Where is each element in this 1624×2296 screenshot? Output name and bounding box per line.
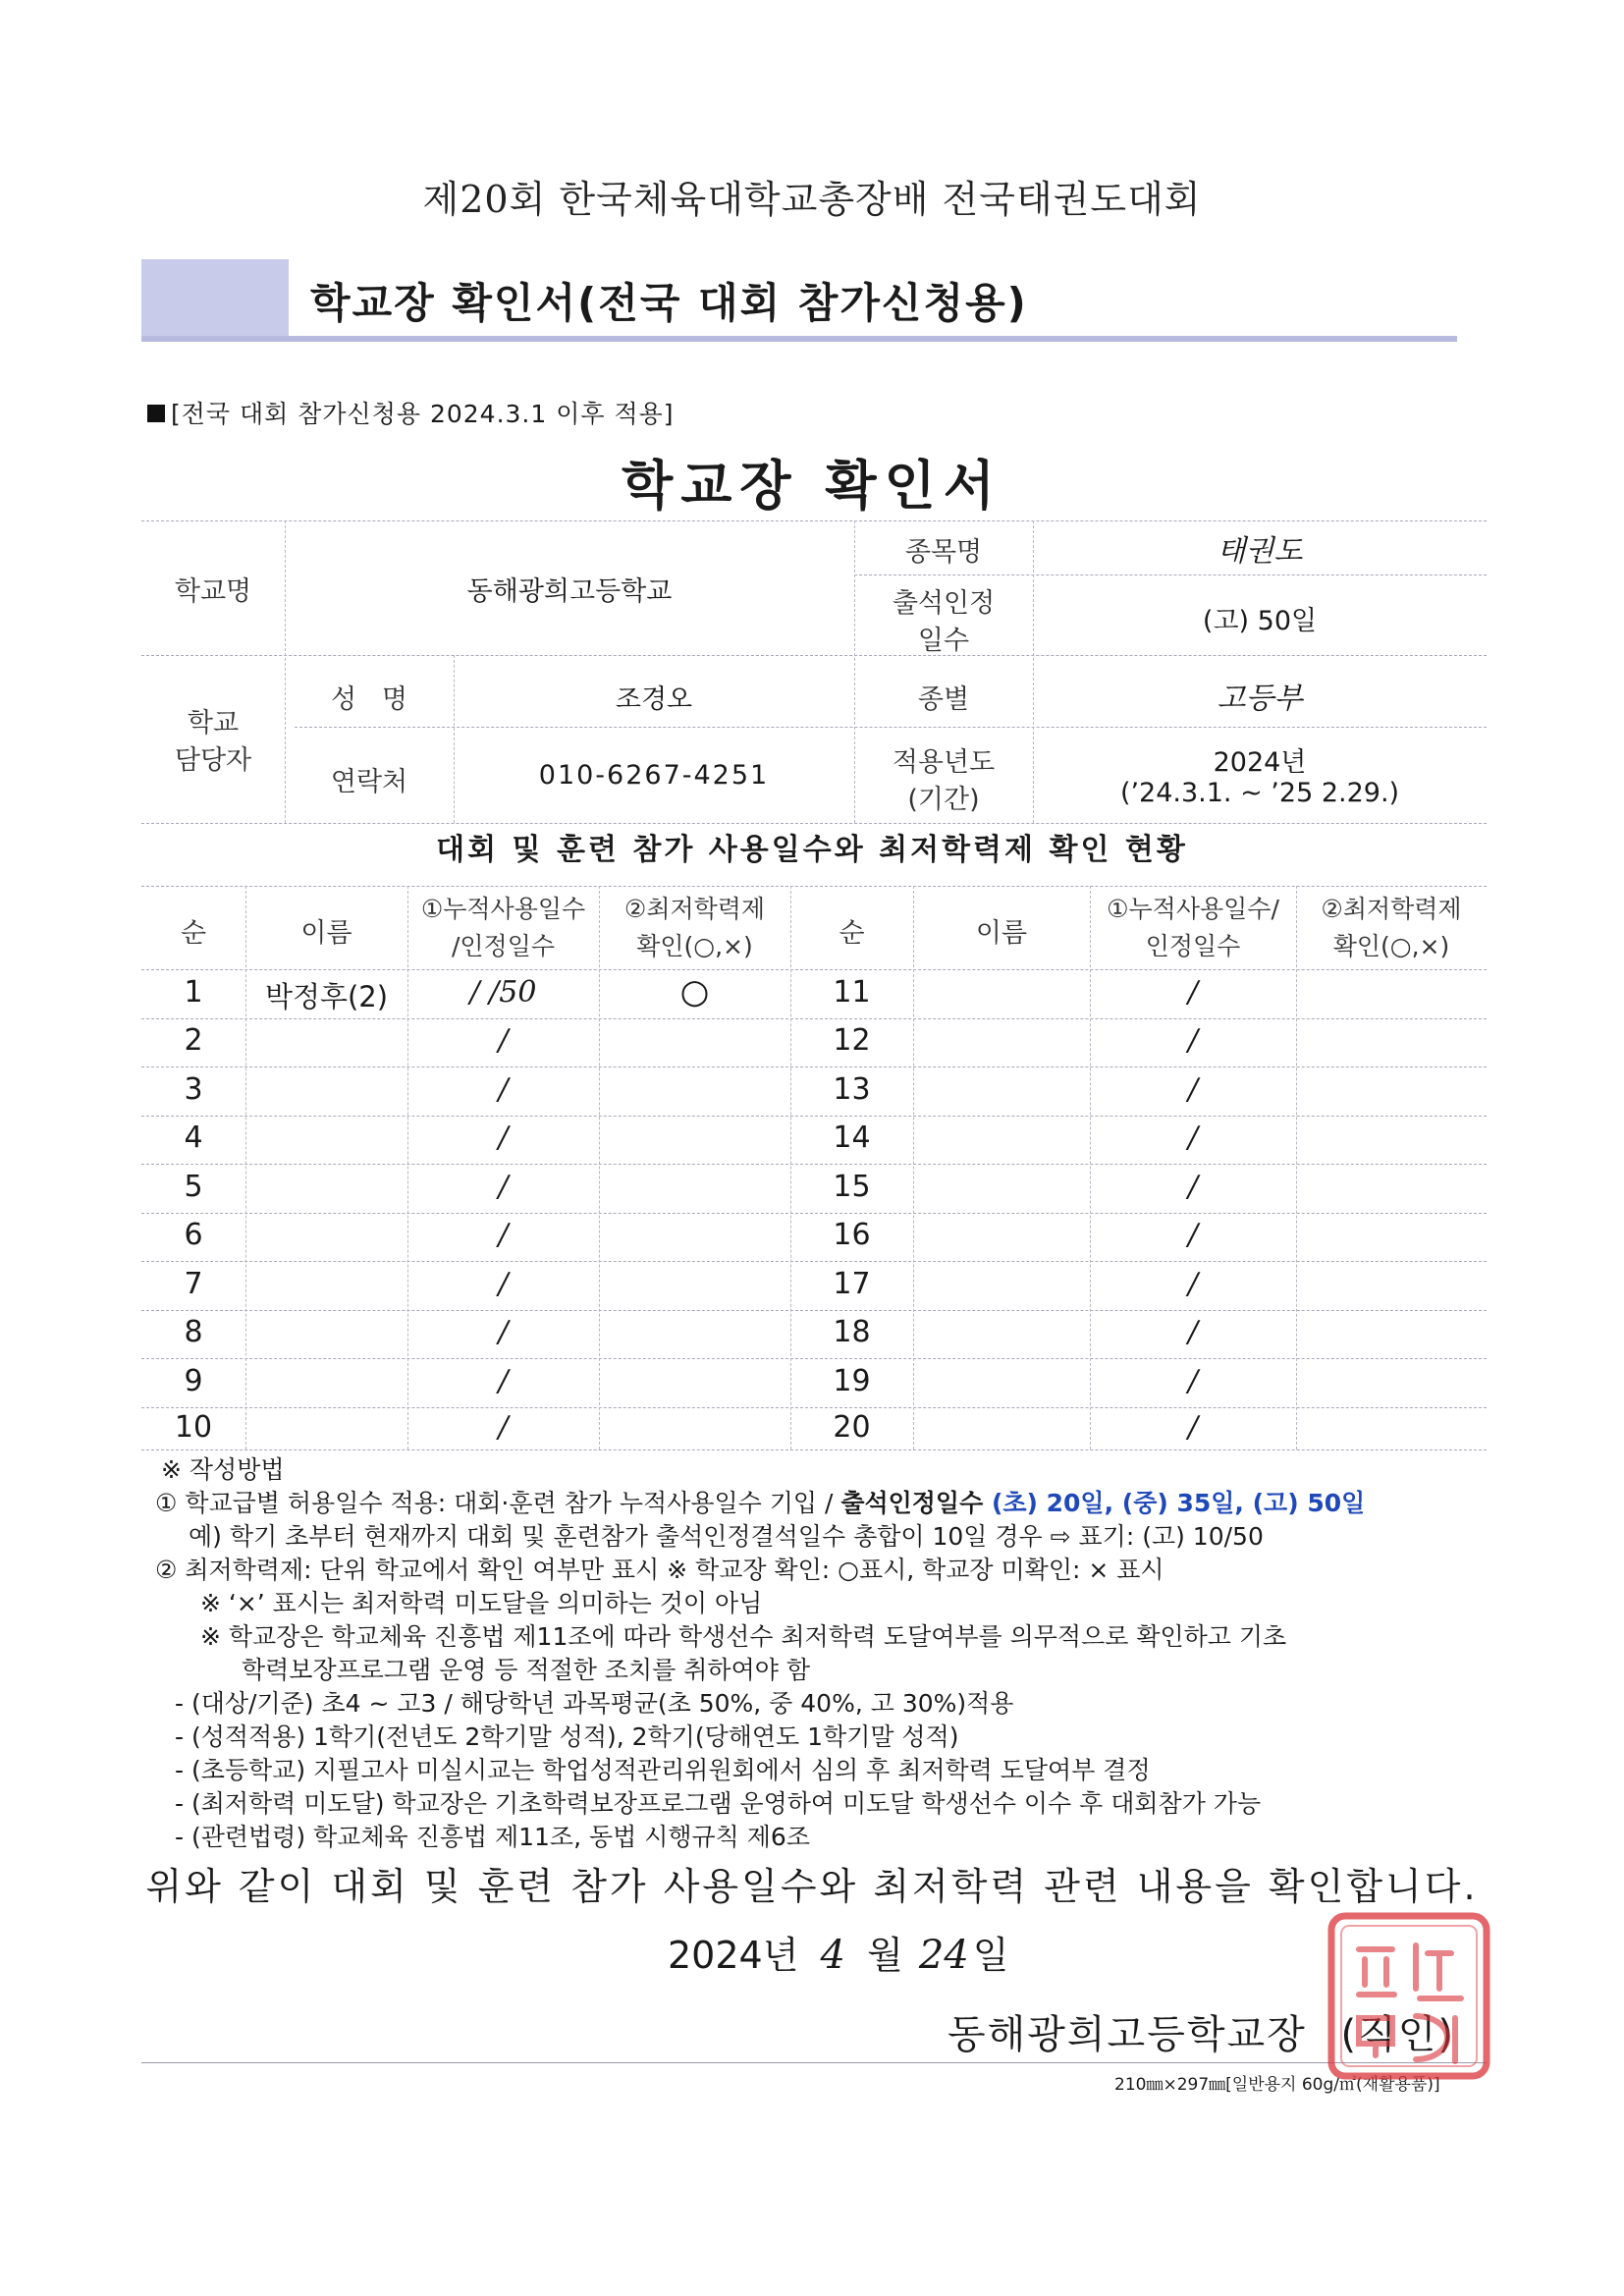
- table-row-right-17-no: 17: [833, 1267, 871, 1301]
- col-days-right-1: ①누적사용일수/: [1107, 895, 1279, 923]
- instructions-heading: ※ 작성방법: [161, 1455, 285, 1484]
- attendance-label-1: 출석인정: [892, 588, 996, 619]
- table-row-left-5-no: 5: [184, 1170, 203, 1204]
- division-value: 고등부: [1217, 682, 1303, 716]
- title-band-underline: [141, 336, 1457, 342]
- year-label-2: (기간): [907, 785, 980, 815]
- table-row-right-13-no: 13: [833, 1072, 871, 1107]
- table-row-left-2-no: 2: [184, 1023, 203, 1058]
- school-value: 동해광희고등학교: [466, 576, 673, 607]
- col-check-left-2: 확인(○,×): [636, 932, 753, 960]
- table-row-left-6-days: /: [498, 1218, 509, 1252]
- table-row-left-3-days: /: [498, 1072, 509, 1107]
- instruction-bullet-4: - (최저학력 미도달) 학교장은 기초학력보장프로그램 운영하여 미도달 학생선수 이수 후 대회참가 가능: [175, 1789, 1262, 1818]
- contact-value: 010-6267-4251: [538, 760, 770, 791]
- footer-divider: [141, 2062, 1487, 2063]
- table-row-right-18-no: 18: [833, 1315, 871, 1349]
- date-month-label: 월: [867, 1934, 903, 1977]
- usage-table-heading: 대회 및 훈련 참가 사용일수와 최저학력제 확인 현황: [436, 833, 1188, 867]
- table-row-right-11-days: /: [1187, 975, 1199, 1010]
- col-check-right-1: ②최저학력제: [1321, 895, 1462, 923]
- form-note-text: [전국 대회 참가신청용 2024.3.1 이후 적용]: [171, 400, 675, 428]
- table-row-left-7-no: 7: [184, 1267, 203, 1301]
- manager-label-2: 담당자: [174, 745, 252, 776]
- year-value-1: 2024년: [1213, 747, 1307, 778]
- name-value: 조경오: [615, 684, 693, 715]
- col-days-left-1: ①누적사용일수: [420, 895, 586, 923]
- table-row-right-19-days: /: [1187, 1364, 1199, 1398]
- table-row-left-3-no: 3: [184, 1072, 203, 1107]
- col-no-left: 순: [180, 918, 207, 949]
- date-year: 2024년: [668, 1934, 799, 1977]
- paper-spec: 210㎜×297㎜[일반용지 60g/㎡(재활용품)]: [1114, 2075, 1440, 2095]
- instruction-item-1-text: ① 학교급별 허용일수 적용: 대회·훈련 참가 누적사용일수 기입 /: [155, 1489, 841, 1517]
- year-value-2: (’24.3.1. ~ ’25 2.29.): [1119, 778, 1400, 808]
- table-row-left-8-no: 8: [184, 1315, 203, 1349]
- table-row-left-4-days: /: [498, 1121, 509, 1155]
- table-row-right-15-days: /: [1187, 1170, 1199, 1204]
- instruction-note-2b: 학력보장프로그램 운영 등 적절한 조치를 취하여야 함: [242, 1656, 810, 1684]
- table-row-right-14-days: /: [1187, 1121, 1199, 1155]
- instruction-item-1: [155, 1487, 1530, 1520]
- table-row-left-9-days: /: [498, 1364, 509, 1398]
- square-bullet-icon: [147, 405, 165, 422]
- instruction-item-1-bold: 출석인정일수: [840, 1489, 984, 1517]
- year-label-1: 적용년도: [892, 747, 996, 778]
- table-row-right-17-days: /: [1187, 1267, 1199, 1301]
- sport-label: 종목명: [904, 537, 983, 568]
- seal-stamp-icon: [1326, 1910, 1492, 2082]
- instruction-bullet-3: - (초등학교) 지필고사 미실시교는 학업성적관리위원회에서 심의 후 최저학력 도달여부 결정: [175, 1756, 1151, 1784]
- seal-note: (직인): [1340, 2012, 1455, 2057]
- table-row-left-5-days: /: [498, 1170, 509, 1204]
- table-row-left-2-days: /: [498, 1023, 509, 1058]
- table-row-right-19-no: 19: [833, 1364, 871, 1398]
- instructions: [155, 1453, 1530, 1854]
- table-row-right-16-days: /: [1187, 1218, 1199, 1252]
- col-check-left-1: ②최저학력제: [623, 895, 766, 923]
- form-note: [147, 395, 675, 430]
- date-line: [668, 1925, 1009, 1979]
- table-row-left-10-no: 10: [174, 1410, 213, 1445]
- table-row-right-18-days: /: [1187, 1315, 1199, 1349]
- date-day: 24: [918, 1933, 969, 1978]
- table-row-left-10-days: /: [498, 1410, 509, 1445]
- attendance-label-2: 일수: [917, 626, 970, 656]
- instruction-item-1-example: 예) 학기 초부터 현재까지 대회 및 훈련참가 출석인정결석일수 총합이 10일 경우 ⇨ 표기: (고) 10/50: [189, 1522, 1264, 1551]
- name-label: 성 명: [331, 684, 407, 715]
- document-title: 학교장 확인서(전국 대회 참가신청용): [310, 279, 1028, 327]
- attendance-value: (고) 50일: [1202, 606, 1318, 636]
- table-row-left-1-days: / /50: [469, 975, 537, 1010]
- col-name-right: 이름: [975, 918, 1028, 949]
- event-title: 제20회 한국체육대학교총장배 전국태권도대회: [422, 178, 1202, 221]
- table-row-right-20-days: /: [1187, 1410, 1199, 1445]
- instruction-bullet-1: - (대상/기준) 초4 ~ 고3 / 해당학년 과목평균(초 50%, 중 40%, 고 30%)적용: [175, 1689, 1014, 1718]
- table-row-left-6-no: 6: [184, 1218, 203, 1252]
- table-row-right-16-no: 16: [833, 1218, 871, 1252]
- col-check-right-2: 확인(○,×): [1332, 932, 1450, 960]
- table-row-left-8-days: /: [498, 1315, 509, 1349]
- table-row-right-11-no: 11: [833, 975, 871, 1010]
- instruction-item-2: ② 최저학력제: 단위 학교에서 확인 여부만 표시 ※ 학교장 확인: ○표시, 학교장 미확인: × 표시: [155, 1556, 1164, 1584]
- title-band-tab: [141, 259, 289, 338]
- confirmation-sentence: 위와 같이 대회 및 훈련 참가 사용일수와 최저학력 관련 내용을 확인합니다.: [145, 1865, 1479, 1908]
- form-title: 학교장 확인서: [622, 455, 1002, 517]
- instruction-note-2a: ※ 학교장은 학교체육 진흥법 제11조에 따라 학생선수 최저학력 도달여부를 의무적으로 확인하고 기초: [200, 1622, 1287, 1651]
- table-row-right-14-no: 14: [833, 1121, 871, 1155]
- col-name-left: 이름: [300, 918, 352, 949]
- table-row-right-12-days: /: [1187, 1023, 1199, 1058]
- division-label: 종별: [917, 684, 970, 715]
- date-month: 4: [820, 1933, 845, 1978]
- instruction-bullet-2: - (성적적용) 1학기(전년도 2학기말 성적), 2학기(당해연도 1학기말 성적): [175, 1722, 959, 1751]
- col-days-right-2: 인정일수: [1145, 932, 1241, 960]
- col-days-left-2: /인정일수: [451, 932, 556, 960]
- sport-value: 태권도: [1217, 534, 1303, 569]
- manager-label-1: 학교: [187, 708, 240, 738]
- table-row-right-20-no: 20: [833, 1410, 871, 1445]
- table-row-left-1-no: 1: [184, 975, 203, 1010]
- table-row-left-9-no: 9: [184, 1364, 203, 1398]
- col-no-right: 순: [839, 918, 865, 949]
- table-row-right-13-days: /: [1187, 1072, 1199, 1107]
- table-row-left-1-name: 박정후(2): [264, 980, 389, 1013]
- instruction-note-1: ※ ‘×’ 표시는 최저학력 미도달을 의미하는 것이 아님: [200, 1589, 763, 1617]
- date-day-label: 일: [972, 1934, 1009, 1977]
- table-row-left-4-no: 4: [184, 1121, 203, 1155]
- table-row-left-1-check: ○: [679, 972, 710, 1011]
- table-row-right-15-no: 15: [833, 1170, 871, 1204]
- contact-label: 연락처: [330, 767, 408, 797]
- instruction-item-1-limits: (초) 20일, (중) 35일, (고) 50일: [983, 1489, 1366, 1517]
- official-seal: [1326, 1910, 1492, 2082]
- table-row-right-12-no: 12: [833, 1023, 871, 1058]
- table-row-left-7-days: /: [498, 1267, 509, 1301]
- instruction-bullet-5: - (관련법령) 학교체육 진흥법 제11조, 동법 시행규칙 제6조: [175, 1823, 810, 1851]
- signer-name: 동해광희고등학교장: [947, 2012, 1307, 2057]
- school-label: 학교명: [174, 576, 252, 607]
